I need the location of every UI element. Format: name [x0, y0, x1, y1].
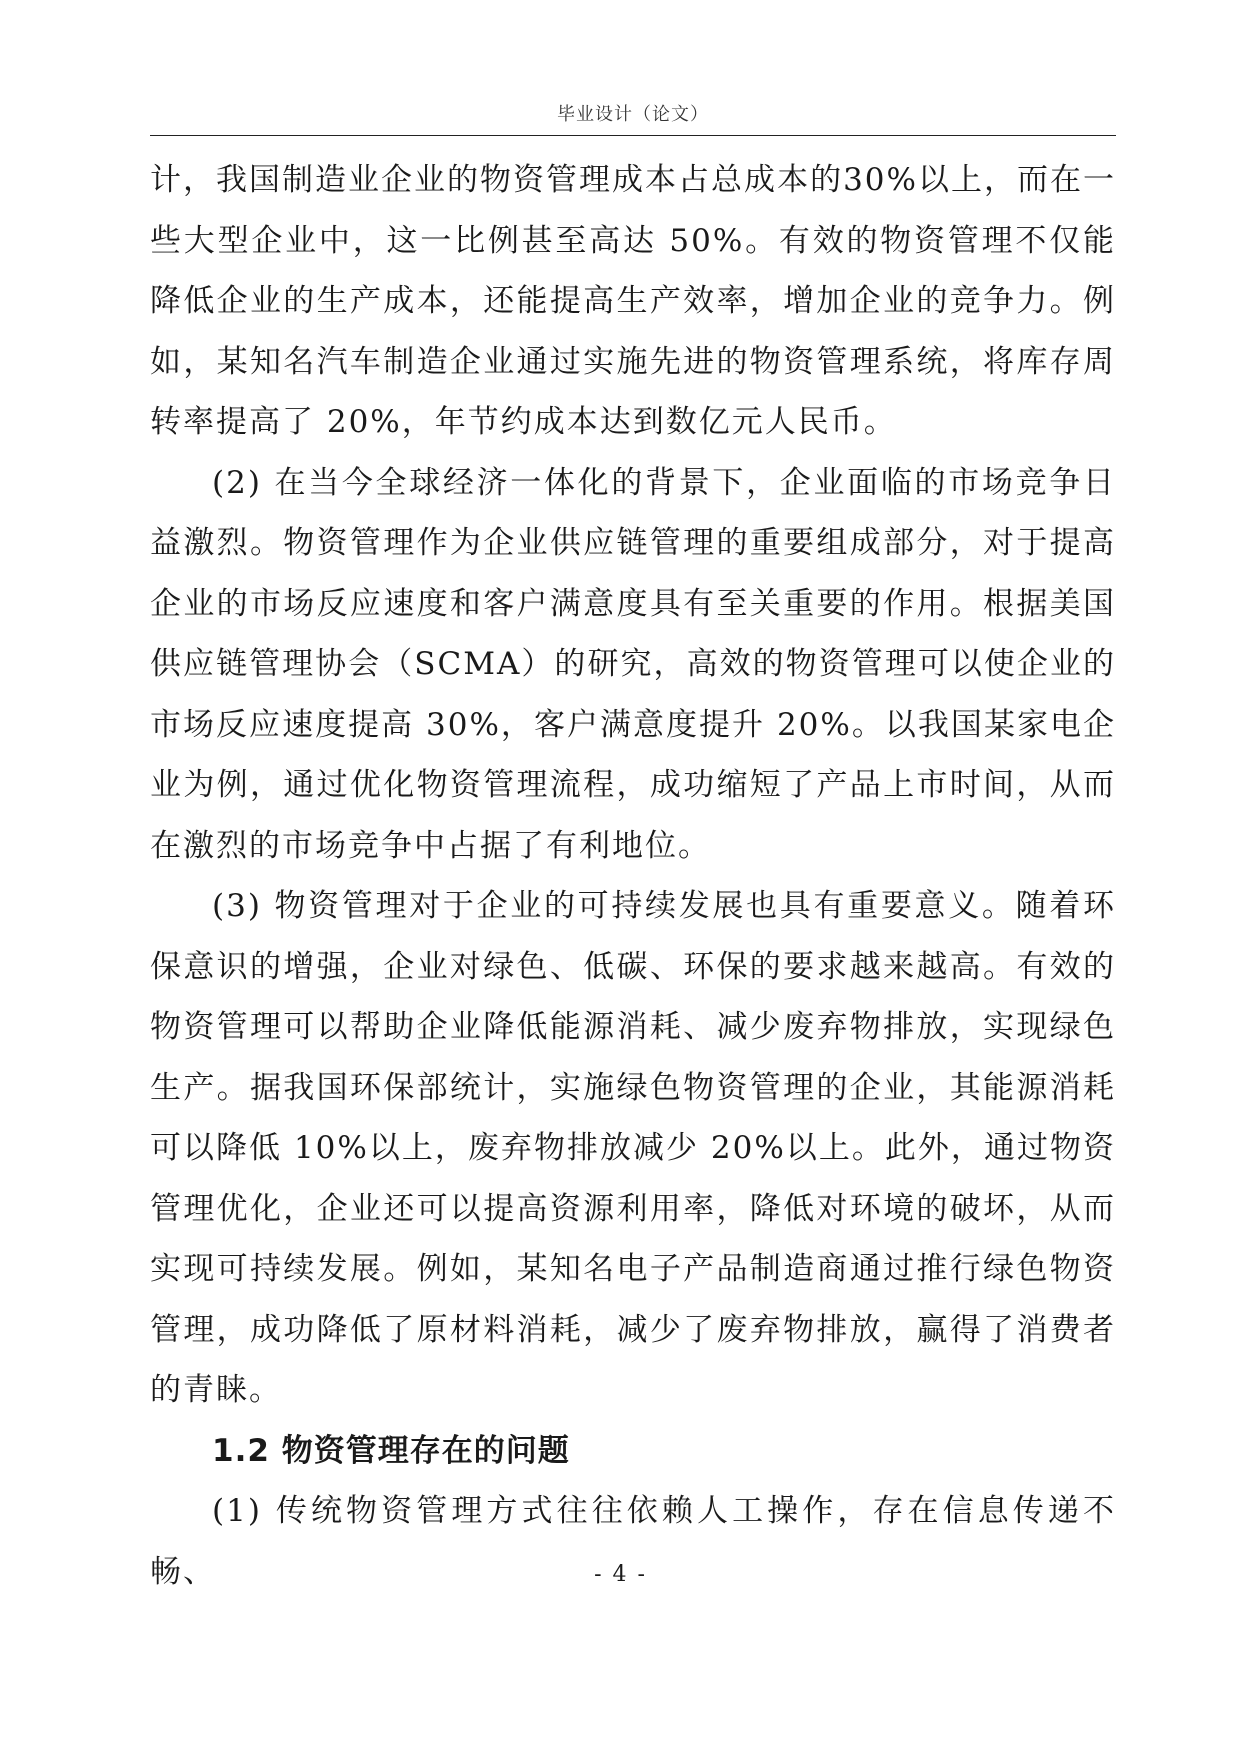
header-divider	[150, 135, 1116, 136]
paragraph-3: (3) 物资管理对于企业的可持续发展也具有重要意义。随着环保意识的增强，企业对绿色、低碳、环保的要求越来越高。有效的物资管理可以帮助企业降低能源消耗、减少废弃物排放，实现绿色生产。据我国环保部统计，实施绿色物资管理的企业，其能源消耗可以降低 10%以上，废弃物排放减少 20%以上。此外，通过物资管理优化，企业还可以提高资源利用率，降低对环境的破坏，从而实现可持续发展。例如，某知名电子产品制造商通过推行绿色物资管理，成功降低了原材料消耗，减少了废弃物排放，赢得了消费者的青睐。	[150, 888, 1116, 1408]
paragraph-continued: 计，我国制造业企业的物资管理成本占总成本的30%以上，而在一些大型企业中，这一比例甚至高达 50%。有效的物资管理不仅能降低企业的生产成本，还能提高生产效率，增加企业的竞争力。例如，某知名汽车制造企业通过实施先进的物资管理系统，将库存周转率提高了 20%，年节约成本达到数亿元人民币。	[150, 162, 1116, 440]
section-heading: 1.2 物资管理存在的问题	[212, 1432, 570, 1469]
paragraph-2: (2) 在当今全球经济一体化的背景下，企业面临的市场竞争日益激烈。物资管理作为企业供应链管理的重要组成部分，对于提高企业的市场反应速度和客户满意度具有至关重要的作用。根据美国供应链管理协会（SCMA）的研究，高效的物资管理可以使企业的市场反应速度提高 30%，客户满意度提升 20%。以我国某家电企业为例，通过优化物资管理流程，成功缩短了产品上市时间，从而在激烈的市场竞争中占据了有利地位。	[150, 464, 1116, 864]
page-number: - 4 -	[594, 1562, 647, 1587]
body-text	[150, 150, 1116, 1602]
paragraph-section-1: (1) 传统物资管理方式往往依赖人工操作，存在信息传递不畅、	[150, 1493, 1116, 1590]
running-header: 毕业设计（论文）	[557, 104, 709, 125]
